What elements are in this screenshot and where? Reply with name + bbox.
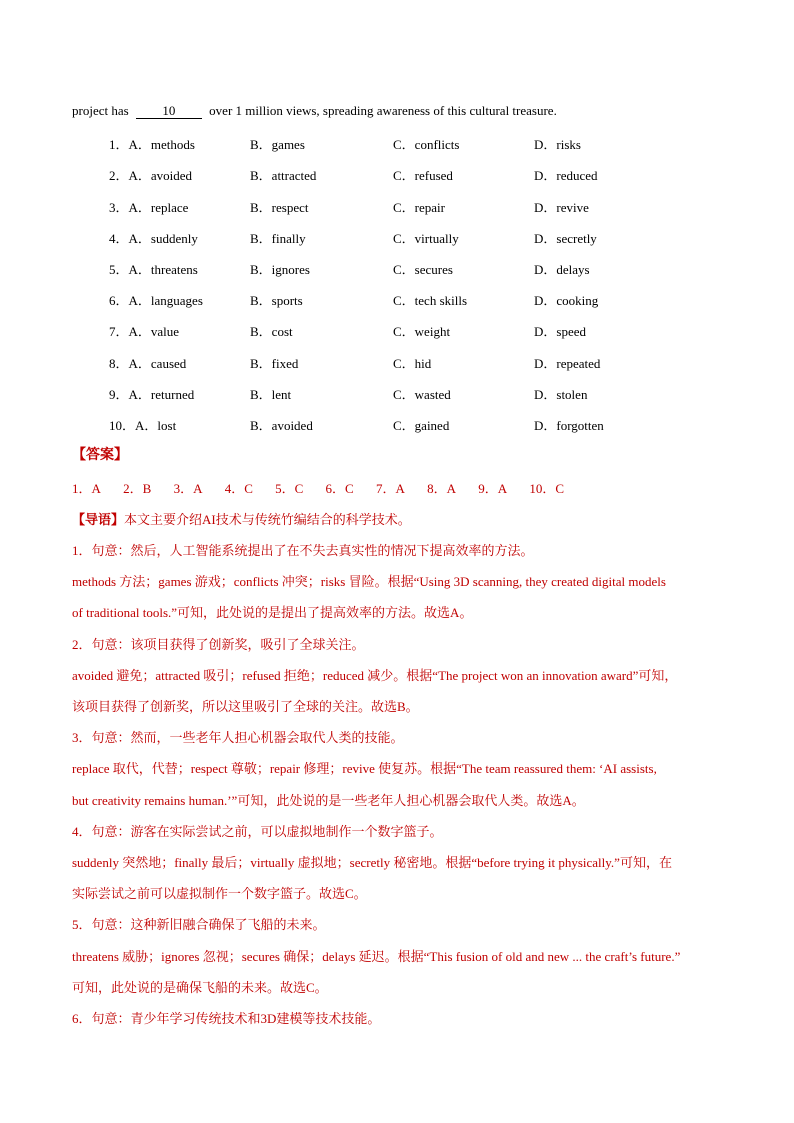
option-c: C．virtually [393,231,459,246]
explanation-line: 该项目获得了创新奖，所以这里吸引了全球的关注。故选B。 [72,699,419,714]
answer-item: 9．A [478,481,508,496]
answer-list [72,478,583,497]
option-c: C．tech skills [393,293,468,308]
option-b: B．ignores [250,262,310,277]
answer-item: 2．B [123,481,152,496]
option-b: B．avoided [250,418,313,433]
explanation-line: 2．句意：该项目获得了创新奖，吸引了全球关注。 [72,637,365,652]
option-b: B．sports [250,293,303,308]
option-a: 4．A．suddenly [109,231,198,246]
option-a: 1．A．methods [109,137,195,152]
option-d: D．repeated [534,356,601,371]
explanation-line: 5．句意：这种新旧融合确保了飞船的未来。 [72,917,326,932]
option-c: C．hid [393,356,432,371]
option-b: B．fixed [250,356,299,371]
option-c: C．wasted [393,387,451,402]
answer-item: 4．C [224,481,253,496]
option-d: D．speed [534,324,586,339]
explanation-line: but creativity remains human.’”可知，此处说的是一些老年人担心机器会取代人类。故选A。 [72,793,585,808]
option-c: C．gained [393,418,450,433]
option-b: B．respect [250,200,309,215]
option-a: 10．A．lost [109,418,177,433]
option-b: B．attracted [250,168,317,183]
answer-item: 1．A [72,481,101,496]
option-d: D．reduced [534,168,598,183]
explanation-line: 1．句意：然后，人工智能系统提出了在不失去真实性的情况下提高效率的方法。 [72,543,534,558]
explanation-line: 6．句意：青少年学习传统技术和3D建模等技术技能。 [72,1011,381,1026]
option-d: D．risks [534,137,581,152]
option-b: B．lent [250,387,292,402]
option-b: B．finally [250,231,306,246]
answer-item: 6．C [325,481,354,496]
explanation-line: avoided 避免；attracted 吸引；refused 拒绝；reduced 减少。根据“The project won an innovation award”可知， [72,668,678,683]
passage-tail-before: project has [72,103,129,118]
answer-heading: 【答案】 [72,447,128,463]
option-a: 3．A．replace [109,200,189,215]
explanation-line: of traditional tools.”可知，此处说的是提出了提高效率的方法。故选A。 [72,605,473,620]
option-d: D．secretly [534,231,597,246]
option-c: C．conflicts [393,137,460,152]
option-b: B．games [250,137,305,152]
answer-item: 7．A [375,481,405,496]
option-a: 5．A．threatens [109,262,198,277]
option-d: D．cooking [534,293,599,308]
option-c: C．secures [393,262,453,277]
passage-tail-after: over 1 million views, spreading awareness of this cultural treasure. [209,103,557,118]
option-d: D．forgotten [534,418,604,433]
option-a: 8．A．caused [109,356,187,371]
explanation-line: suddenly 突然地；finally 最后；virtually 虚拟地；secretly 秘密地。根据“before trying it physically.”可知，在 [72,855,672,870]
option-a: 9．A．returned [109,387,195,402]
explanation-line: 实际尝试之前可以虚拟制作一个数字篮子。故选C。 [72,886,367,901]
explanation-line: replace 取代，代替；respect 尊敬；repair 修理；revive 使复苏。根据“The team reassured them: ‘AI assists, [72,761,657,776]
intro-line [72,509,411,528]
option-c: C．repair [393,200,445,215]
answer-item: 10．C [529,481,565,496]
option-d: D．revive [534,200,589,215]
passage-tail [72,103,557,119]
option-b: B．cost [250,324,293,339]
option-a: 7．A．value [109,324,180,339]
explanation-line: 4．句意：游客在实际尝试之前，可以虚拟地制作一个数字篮子。 [72,824,443,839]
option-d: D．delays [534,262,590,277]
answer-item: 5．C [275,481,304,496]
answer-item: 3．A [173,481,203,496]
explanation-line: threatens 威胁；ignores 忽视；secures 确保；delays 延迟。根据“This fusion of old and new ... the craft’s future.” [72,949,681,964]
option-c: C．refused [393,168,453,183]
option-d: D．stolen [534,387,588,402]
intro-text: 本文主要介绍AI技术与传统竹编结合的科学技术。 [124,512,411,527]
explanation-line: methods 方法；games 游戏；conflicts 冲突；risks 冒险。根据“Using 3D scanning, they created digital models [72,574,666,589]
intro-label: 【导语】 [72,512,125,527]
blank-10: 10 [136,104,202,119]
explanation-line: 3．句意：然而，一些老年人担心机器会取代人类的技能。 [72,730,404,745]
option-a: 2．A．avoided [109,168,193,183]
option-a: 6．A．languages [109,293,203,308]
option-c: C．weight [393,324,451,339]
explanation-line: 可知，此处说的是确保飞船的未来。故选C。 [72,980,328,995]
answer-item: 8．A [427,481,456,496]
